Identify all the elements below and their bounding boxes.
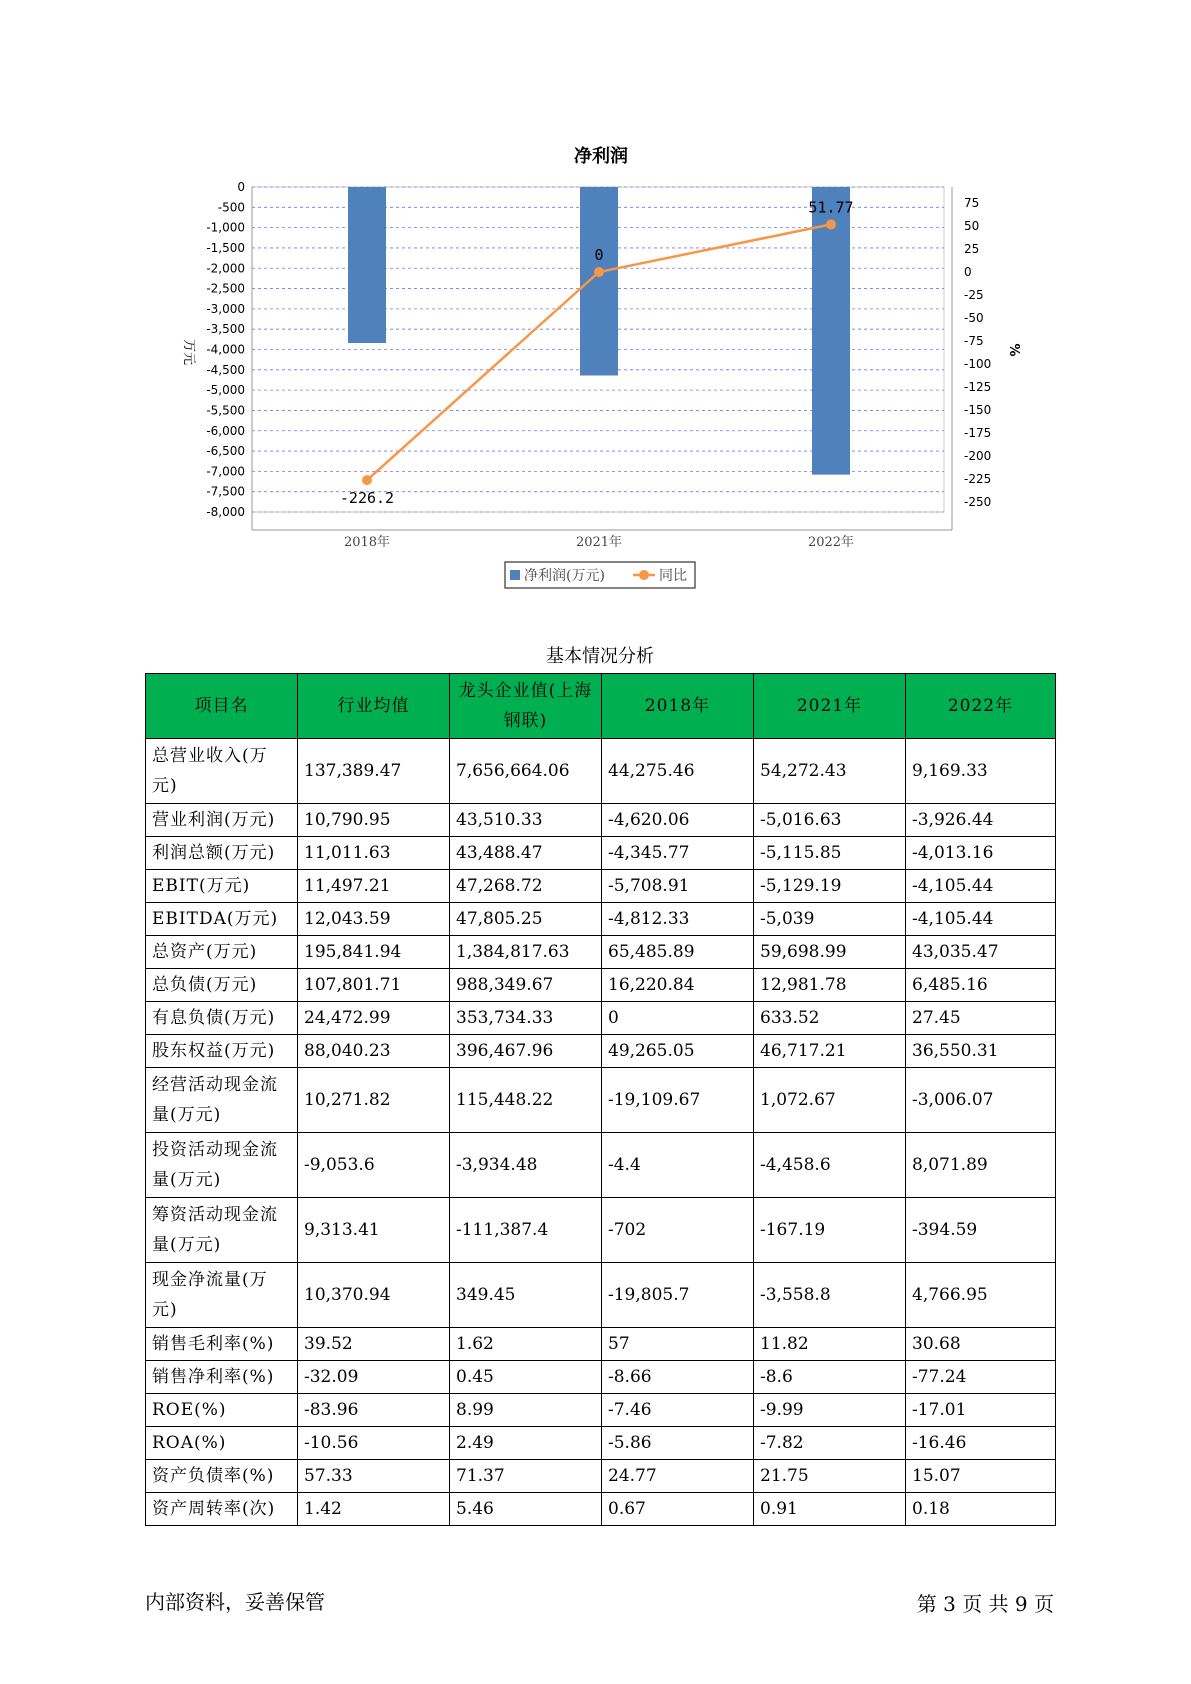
- y-right-tick-label: 50: [964, 219, 980, 233]
- table-cell: 353,734.33: [450, 1002, 602, 1035]
- table-cell: -4.4: [602, 1133, 754, 1198]
- table-cell: 71.37: [450, 1460, 602, 1493]
- bar: [812, 187, 850, 475]
- table-cell: 9,313.41: [298, 1198, 450, 1263]
- table-cell: 137,389.47: [298, 739, 450, 804]
- row-label: EBITDA(万元): [146, 903, 298, 936]
- table-cell: 349.45: [450, 1263, 602, 1328]
- yoy-point: [362, 475, 372, 485]
- table-cell: -4,812.33: [602, 903, 754, 936]
- table-cell: 5.46: [450, 1493, 602, 1526]
- table-cell: -4,345.77: [602, 837, 754, 870]
- y-right-tick-label: 25: [964, 242, 980, 256]
- y-right-tick-label: -75: [964, 334, 984, 348]
- y-right-tick-label: -150: [964, 403, 992, 417]
- row-label: ROA(%): [146, 1427, 298, 1460]
- table-cell: 39.52: [298, 1328, 450, 1361]
- table-row: [146, 1460, 1056, 1493]
- y-right-tick-label: -250: [964, 495, 992, 509]
- y-left-tick-label: 0: [237, 180, 245, 194]
- bar: [348, 187, 386, 343]
- table-cell: -3,558.8: [754, 1263, 906, 1328]
- y-left-tick-label: -3,000: [206, 301, 245, 316]
- header-item-name: 项目名: [146, 674, 298, 739]
- row-label: 经营活动现金流量(万元): [146, 1068, 298, 1133]
- table-cell: -5,016.63: [754, 804, 906, 837]
- table-cell: -7.82: [754, 1427, 906, 1460]
- table-cell: 0.91: [754, 1493, 906, 1526]
- y-left-tick-label: -7,000: [206, 464, 245, 479]
- data-label: 51.77: [808, 198, 854, 217]
- table-cell: 16,220.84: [602, 969, 754, 1002]
- table-cell: -167.19: [754, 1198, 906, 1263]
- table-cell: -9.99: [754, 1394, 906, 1427]
- y-right-tick-label: -50: [964, 311, 984, 325]
- table-row: [146, 969, 1056, 1002]
- table-cell: 43,488.47: [450, 837, 602, 870]
- table-cell: 11,497.21: [298, 870, 450, 903]
- table-cell: 57: [602, 1328, 754, 1361]
- row-label: 销售毛利率(%): [146, 1328, 298, 1361]
- table-cell: -16.46: [906, 1427, 1056, 1460]
- table-row: [146, 870, 1056, 903]
- table-row: [146, 1328, 1056, 1361]
- table-cell: 43,510.33: [450, 804, 602, 837]
- table-cell: 7,656,664.06: [450, 739, 602, 804]
- table-cell: 0.18: [906, 1493, 1056, 1526]
- table-cell: 10,370.94: [298, 1263, 450, 1328]
- table-caption: 基本情况分析: [546, 646, 654, 667]
- footer-page-number: 第 3 页 共 9 页: [916, 1592, 1054, 1616]
- table-cell: -8.6: [754, 1361, 906, 1394]
- table-cell: 43,035.47: [906, 936, 1056, 969]
- yoy-point: [826, 219, 836, 229]
- y-left-axis-label: 万元: [181, 338, 196, 366]
- y-left-tick-label: -5,500: [206, 403, 245, 418]
- chart-title: 净利润: [574, 146, 628, 167]
- y-right-tick-label: -100: [964, 357, 992, 371]
- table-cell: 0: [602, 1002, 754, 1035]
- row-label: ROE(%): [146, 1394, 298, 1427]
- y-right-tick-label: -225: [964, 472, 992, 486]
- table-cell: 988,349.67: [450, 969, 602, 1002]
- table-cell: -5,115.85: [754, 837, 906, 870]
- table-cell: -4,458.6: [754, 1133, 906, 1198]
- table-cell: -9,053.6: [298, 1133, 450, 1198]
- table-cell: 0.67: [602, 1493, 754, 1526]
- header-2021: 2021年: [754, 674, 906, 739]
- table-row: [146, 804, 1056, 837]
- table-cell: 107,801.71: [298, 969, 450, 1002]
- table-cell: 15.07: [906, 1460, 1056, 1493]
- table-cell: -8.66: [602, 1361, 754, 1394]
- table-row: [146, 1361, 1056, 1394]
- table-cell: 11.82: [754, 1328, 906, 1361]
- y-left-tick-label: -1,000: [206, 220, 245, 235]
- table-cell: 1.42: [298, 1493, 450, 1526]
- row-label: 有息负债(万元): [146, 1002, 298, 1035]
- bar: [580, 187, 618, 376]
- table-row: [146, 739, 1056, 804]
- table-cell: -702: [602, 1198, 754, 1263]
- y-right-axis-label: %: [1006, 343, 1021, 357]
- table-row: [146, 1068, 1056, 1133]
- table-row: [146, 837, 1056, 870]
- header-industry-avg: 行业均值: [298, 674, 450, 739]
- row-label: 资产周转率(次): [146, 1493, 298, 1526]
- table-cell: -4,105.44: [906, 870, 1056, 903]
- table-cell: 0.45: [450, 1361, 602, 1394]
- table-row: [146, 1133, 1056, 1198]
- y-left-tick-label: -4,500: [206, 362, 245, 377]
- table-cell: 57.33: [298, 1460, 450, 1493]
- table-cell: 9,169.33: [906, 739, 1056, 804]
- table-cell: 54,272.43: [754, 739, 906, 804]
- y-right-tick-label: -125: [964, 380, 992, 394]
- y-left-tick-label: -1,500: [206, 240, 245, 255]
- table-cell: -77.24: [906, 1361, 1056, 1394]
- table-cell: -7.46: [602, 1394, 754, 1427]
- row-label: 销售净利率(%): [146, 1361, 298, 1394]
- table-cell: -5.86: [602, 1427, 754, 1460]
- table-cell: 30.68: [906, 1328, 1056, 1361]
- y-left-tick-label: -5,000: [206, 383, 245, 398]
- y-right-tick-label: -175: [964, 426, 992, 440]
- table-cell: -19,805.7: [602, 1263, 754, 1328]
- table-cell: -3,006.07: [906, 1068, 1056, 1133]
- net-profit-chart: [0, 0, 1191, 610]
- table-cell: -5,129.19: [754, 870, 906, 903]
- table-cell: 4,766.95: [906, 1263, 1056, 1328]
- x-tick-label: 2018年: [343, 535, 391, 550]
- row-label: 资产负债率(%): [146, 1460, 298, 1493]
- header-leader-value: 龙头企业值(上海钢联): [450, 674, 602, 739]
- row-label: 总营业收入(万元): [146, 739, 298, 804]
- table-cell: 65,485.89: [602, 936, 754, 969]
- row-label: 总负债(万元): [146, 969, 298, 1002]
- x-tick-label: 2022年: [807, 535, 855, 550]
- table-cell: 49,265.05: [602, 1035, 754, 1068]
- table-cell: 59,698.99: [754, 936, 906, 969]
- table-cell: 11,011.63: [298, 837, 450, 870]
- table-cell: -83.96: [298, 1394, 450, 1427]
- table-cell: -394.59: [906, 1198, 1056, 1263]
- row-label: 筹资活动现金流量(万元): [146, 1198, 298, 1263]
- y-left-tick-label: -6,000: [206, 423, 245, 438]
- table-cell: 12,043.59: [298, 903, 450, 936]
- data-label: 0: [594, 246, 604, 264]
- table-cell: 24.77: [602, 1460, 754, 1493]
- table-cell: 46,717.21: [754, 1035, 906, 1068]
- table-row: [146, 1198, 1056, 1263]
- y-right-tick-label: -25: [964, 288, 984, 302]
- table-cell: -32.09: [298, 1361, 450, 1394]
- y-left-tick-label: -6,500: [206, 444, 245, 459]
- table-cell: 8,071.89: [906, 1133, 1056, 1198]
- y-right-tick-label: 75: [964, 196, 980, 210]
- table-row: [146, 1035, 1056, 1068]
- row-label: 现金净流量(万元): [146, 1263, 298, 1328]
- table-cell: 10,271.82: [298, 1068, 450, 1133]
- table-cell: 1,384,817.63: [450, 936, 602, 969]
- table-cell: -19,109.67: [602, 1068, 754, 1133]
- table-cell: 396,467.96: [450, 1035, 602, 1068]
- footer-confidential: 内部资料，妥善保管: [145, 1590, 325, 1614]
- x-tick-label: 2021年: [575, 535, 623, 550]
- table-cell: -111,387.4: [450, 1198, 602, 1263]
- table-cell: -3,934.48: [450, 1133, 602, 1198]
- row-label: 利润总额(万元): [146, 837, 298, 870]
- table-cell: 633.52: [754, 1002, 906, 1035]
- table-cell: 10,790.95: [298, 804, 450, 837]
- row-label: 股东权益(万元): [146, 1035, 298, 1068]
- table-cell: 2.49: [450, 1427, 602, 1460]
- table-cell: 8.99: [450, 1394, 602, 1427]
- table-row: [146, 1002, 1056, 1035]
- table-header-row: [146, 674, 1056, 739]
- y-left-tick-label: -7,500: [206, 484, 245, 499]
- row-label: EBIT(万元): [146, 870, 298, 903]
- y-left-tick-label: -8,000: [206, 505, 245, 519]
- table-row: [146, 1394, 1056, 1427]
- table-cell: 1.62: [450, 1328, 602, 1361]
- y-left-tick-label: -4,000: [206, 342, 245, 357]
- header-2018: 2018年: [602, 674, 754, 739]
- legend-bar-swatch: [510, 570, 520, 580]
- table-cell: 115,448.22: [450, 1068, 602, 1133]
- table-cell: -4,620.06: [602, 804, 754, 837]
- table-cell: 47,805.25: [450, 903, 602, 936]
- table-row: [146, 903, 1056, 936]
- y-right-tick-label: 0: [964, 265, 972, 279]
- yoy-point: [594, 267, 604, 277]
- row-label: 总资产(万元): [146, 936, 298, 969]
- table-cell: -5,708.91: [602, 870, 754, 903]
- y-left-tick-label: -2,000: [206, 261, 245, 276]
- table-cell: 195,841.94: [298, 936, 450, 969]
- table-cell: 24,472.99: [298, 1002, 450, 1035]
- table-cell: -3,926.44: [906, 804, 1056, 837]
- table-cell: -17.01: [906, 1394, 1056, 1427]
- y-left-tick-label: -500: [217, 200, 245, 215]
- y-left-tick-label: -3,500: [206, 322, 245, 337]
- table-cell: 27.45: [906, 1002, 1056, 1035]
- table-cell: 47,268.72: [450, 870, 602, 903]
- table-row: [146, 1427, 1056, 1460]
- data-label: -226.2: [339, 489, 395, 508]
- table-cell: -4,013.16: [906, 837, 1056, 870]
- legend-bar-label: 净利润(万元): [524, 568, 605, 584]
- table-cell: -10.56: [298, 1427, 450, 1460]
- table-cell: 88,040.23: [298, 1035, 450, 1068]
- row-label: 投资活动现金流量(万元): [146, 1133, 298, 1198]
- legend-line-marker: [639, 570, 649, 580]
- table-cell: 1,072.67: [754, 1068, 906, 1133]
- y-right-tick-label: -200: [964, 449, 992, 463]
- table-cell: -5,039: [754, 903, 906, 936]
- table-cell: -4,105.44: [906, 903, 1056, 936]
- basic-analysis-table: [145, 673, 1056, 1526]
- table-row: [146, 1493, 1056, 1526]
- header-2022: 2022年: [906, 674, 1056, 739]
- table-row: [146, 1263, 1056, 1328]
- table-cell: 12,981.78: [754, 969, 906, 1002]
- table-cell: 36,550.31: [906, 1035, 1056, 1068]
- table-cell: 44,275.46: [602, 739, 754, 804]
- row-label: 营业利润(万元): [146, 804, 298, 837]
- table-cell: 21.75: [754, 1460, 906, 1493]
- table-row: [146, 936, 1056, 969]
- table-cell: 6,485.16: [906, 969, 1056, 1002]
- legend-line-label: 同比: [659, 568, 687, 584]
- y-left-tick-label: -2,500: [206, 281, 245, 296]
